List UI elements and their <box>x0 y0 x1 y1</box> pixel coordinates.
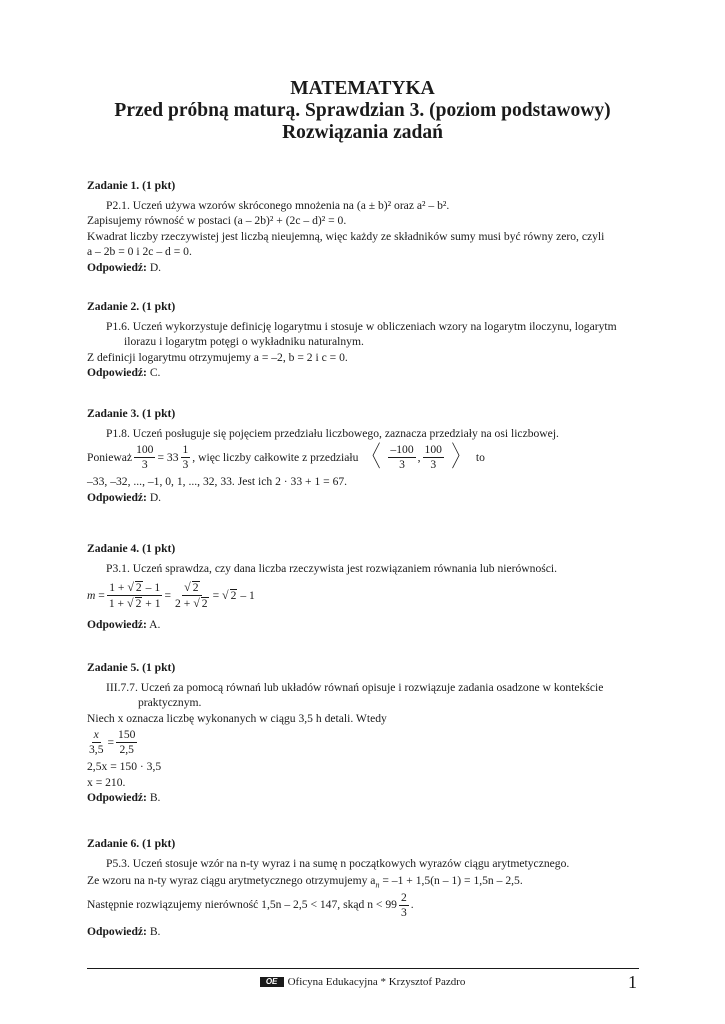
task-requirement: P1.8. Uczeń posługuje się pojęciem przedziału liczbowego, zaznacza przedziały na osi liczbowej. <box>106 426 559 440</box>
task-1 <box>87 178 640 275</box>
solution-line: Ponieważ $\frac{100}{3}$ = 33 $\frac{1}{3}$ , więc liczby całkowite z przedziału 〈 $\frac{-100}{3}$ , $\frac{100}{3}$ 〉 to <box>87 441 485 473</box>
task-title: Zadanie 2. (1 pkt) <box>87 300 176 313</box>
publisher-logo-icon: OE <box>260 977 284 987</box>
task-requirement: P1.6. Uczeń wykorzystuje definicję logarytmu i stosuje w obliczeniach wzory na logarytm iloczynu, logarytm ilorazu i logarytm potęgi o wykładniku naturalnym. <box>106 319 617 348</box>
task-3 <box>87 406 640 505</box>
task-title: Zadanie 4. (1 pkt) <box>87 542 176 555</box>
fraction: $\frac{√ 2}{2 + √ 2}$ <box>175 580 208 610</box>
task-requirement: P5.3. Uczeń stosuje wzór na n-ty wyraz i na sumę n początkowych wyrazów ciągu arytmetycznego. <box>106 856 570 870</box>
publisher-name: Oficyna Edukacyjna * Krzysztof Pazdro <box>287 976 466 988</box>
solution-line: Z definicji logarytmu otrzymujemy a = –2, b = 2 i c = 0. <box>87 350 348 364</box>
header-title: Przed próbną maturą. Sprawdzian 3. (poziom podstawowy) <box>114 100 611 121</box>
answer-line: Odpowiedź: D. <box>87 490 162 504</box>
task-title: Zadanie 5. (1 pkt) <box>87 661 176 674</box>
answer-line: Odpowiedź: B. <box>87 924 161 938</box>
left-angle-bracket: 〈 <box>364 441 381 473</box>
page-number: 1 <box>628 972 637 992</box>
solution-line: 2,5x = 150 · 3,5 <box>87 760 162 773</box>
task-title: Zadanie 3. (1 pkt) <box>87 407 176 420</box>
task-2 <box>87 299 640 381</box>
footer <box>0 976 725 988</box>
fraction: $\frac{1}{3}$ <box>182 443 189 471</box>
solution-line: Niech x oznacza liczbę wykonanych w ciągu 3,5 h detali. Wtedy <box>87 711 387 725</box>
formula: $\frac{x}{3,5}$ = $\frac{150}{2,5}$ <box>89 728 136 756</box>
solution-line: a – 2b = 0 i 2c – d = 0. <box>87 245 192 258</box>
solution-line: –33, –32, ..., –1, 0, 1, ..., 32, 33. Jest ich 2 · 33 + 1 = 67. <box>87 475 348 488</box>
fraction: $\frac{100}{3}$ <box>424 443 442 471</box>
solution-line: Następnie rozwiązujemy nierówność 1,5n – 2,5 < 147, skąd n < 99 $\frac{2}{3}$ . <box>87 890 414 919</box>
answer-line: Odpowiedź: D. <box>87 260 162 274</box>
task-requirement: III.7.7. Uczeń za pomocą równań lub układów równań opisuje i rozwiązuje zadania osadzone w kontekście praktycznym. <box>106 680 604 709</box>
fraction: $\frac{1 + √ 2 - 1}{1 + √ 2 + 1}$ <box>108 580 161 610</box>
task-6 <box>87 836 640 939</box>
solution-line: Ze wzoru na n-ty wyraz ciągu arytmetycznego otrzymujemy $a_n = -1 + 1,5(n - 1) = 1,5n - 2,5$. <box>87 874 523 890</box>
footer-divider <box>87 968 639 969</box>
task-title: Zadanie 6. (1 pkt) <box>87 837 176 850</box>
right-angle-bracket: 〉 <box>451 441 469 473</box>
task-4 <box>87 541 640 633</box>
fraction: $\frac{100}{3}$ <box>136 443 154 471</box>
solution-line: Zapisujemy równość w postaci (a – 2b)² + (2c – d)² = 0. <box>87 214 347 227</box>
solution-line: x = 210. <box>87 775 126 789</box>
fraction: $\frac{-100}{3}$ <box>390 443 414 471</box>
task-requirement: P3.1. Uczeń sprawdza, czy dana liczba rzeczywista jest rozwiązaniem równania lub nierówności. <box>106 561 558 575</box>
formula: (a ± b)² oraz a² – b². <box>356 198 450 212</box>
task-title: Zadanie 1. (1 pkt) <box>87 179 176 192</box>
formula: m = $\frac{1 + √ 2 - 1}{1 + √ 2 + 1}$ = $\frac{√ 2}{2 + √ 2}$ = √ 2 – 1 <box>87 580 255 610</box>
header-subtitle: Rozwiązania zadań <box>282 122 443 143</box>
task-5 <box>87 660 640 806</box>
fraction: $\frac{150}{2,5}$ <box>118 728 136 756</box>
fraction: $\frac{x}{3,5}$ <box>89 728 104 756</box>
solution-line: Kwadrat liczby rzeczywistej jest liczbą nieujemną, więc każdy ze składników sumy musi być równy zero, czyli <box>87 229 605 243</box>
answer-line: Odpowiedź: B. <box>87 791 161 804</box>
task-requirement: P2.1. Uczeń używa wzorów skróconego mnożenia na (a ± b)² oraz a² – b². <box>106 198 450 212</box>
answer-line: Odpowiedź: A. <box>87 618 161 631</box>
fraction: $\frac{2}{3}$ <box>400 890 407 919</box>
document-header <box>0 78 725 144</box>
header-subject: MATEMATYKA <box>290 78 435 99</box>
answer-line: Odpowiedź: C. <box>87 366 161 379</box>
